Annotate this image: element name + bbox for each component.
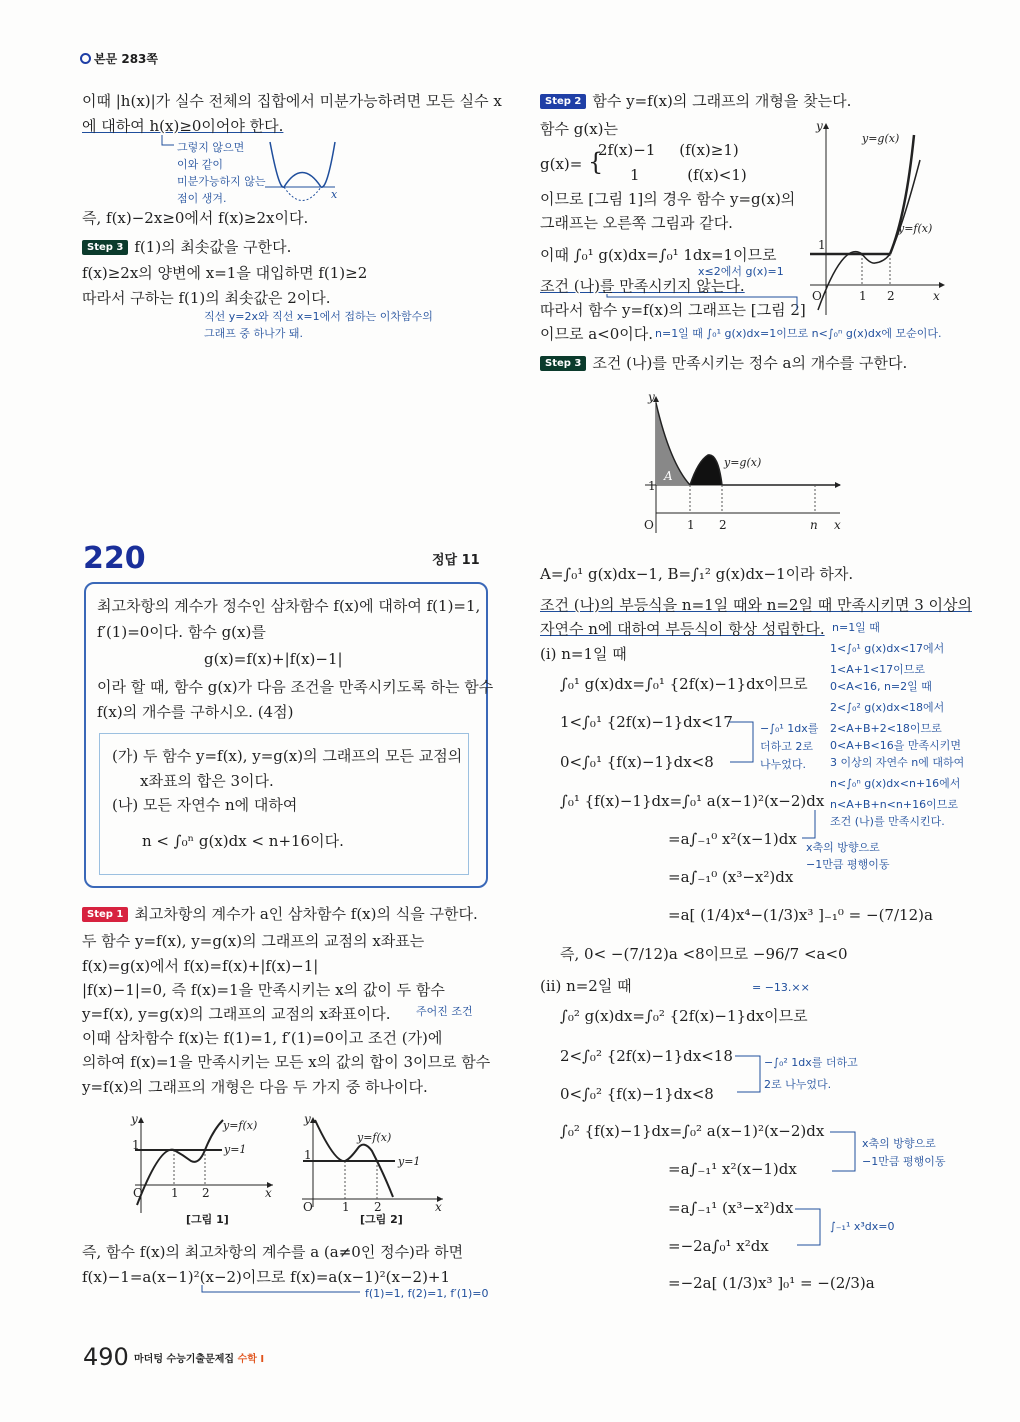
annotation: 주어진 조건 [416, 1005, 473, 1018]
curve-label: y=g(x) [724, 456, 762, 469]
step3-heading [540, 354, 907, 372]
book-title [134, 1351, 264, 1369]
math-line: =a∫₋₁⁰ x²(x−1)dx [668, 830, 797, 848]
step-title: 조건 (나)를 만족시키는 정수 a의 개수를 구한다. [592, 354, 908, 372]
origin-label: O [303, 1200, 313, 1214]
text-line: y=f(x)의 그래프의 개형은 다음 두 가지 중 하나이다. [82, 1078, 428, 1096]
math-line: =a∫₋₁⁰ (x³−x²)dx [668, 868, 794, 886]
text-line: 조건 (나)의 부등식을 n=1일 때와 n=2일 때 만족시키면 3 이상의 [540, 596, 972, 614]
area-graph [640, 390, 850, 538]
page-reference [80, 50, 158, 68]
step-badge: Step 3 [540, 356, 586, 371]
annotation: 나누었다. [760, 758, 807, 771]
annotation-arrow [735, 1054, 765, 1094]
text-line: 1 (f(x)<1) [630, 166, 747, 184]
annotation: 더하고 2로 [760, 740, 813, 753]
problem-line: g(x)=f(x)+|f(x)−1| [204, 650, 343, 668]
text-line: 이므로 [그림 1]의 경우 함수 y=g(x)의 [540, 190, 796, 208]
math-line: 0<∫₀² {f(x)−1}dx<8 [560, 1085, 714, 1103]
figure-caption: [그림 1] [186, 1213, 229, 1226]
curve-label: y=f(x) [898, 222, 933, 235]
condition-line: (나) 모든 자연수 n에 대하여 [112, 796, 298, 814]
step3-heading [82, 238, 291, 256]
tick-label: 2 [887, 289, 895, 303]
text-line: 그래프는 오른쪽 그림과 같다. [540, 214, 733, 232]
text-line: 즉, f(x)−2x≥0에서 f(x)≥2x이다. [82, 209, 309, 227]
text-line: y=f(x), y=g(x)의 그래프의 교점의 x좌표이다. [82, 1005, 391, 1023]
text-line: 함수 g(x)는 [540, 120, 619, 138]
axis-label: y [648, 390, 655, 404]
brace: { [588, 148, 604, 176]
origin-label: O [133, 1186, 143, 1200]
annotation-arrow [728, 720, 758, 765]
step-title: 함수 y=f(x)의 그래프의 개형을 찾는다. [592, 92, 852, 110]
math-line: ∫₀² {f(x)−1}dx=∫₀² a(x−1)²(x−2)dx [560, 1122, 825, 1140]
subject-name: 수학 Ⅰ [237, 1354, 265, 1365]
axis-label: y [131, 1112, 138, 1126]
step2-heading [540, 92, 851, 110]
annotation: 이와 같이 [177, 158, 224, 171]
math-line: ∫₀¹ {f(x)−1}dx=∫₀¹ a(x−1)²(x−2)dx [560, 792, 825, 810]
tick-label: 1 [687, 518, 695, 532]
text-line: 따라서 구하는 f(1)의 최솟값은 2이다. [82, 289, 331, 307]
axis-label: x [834, 518, 841, 532]
annotation-arrow [795, 1207, 825, 1247]
step-title: f(1)의 최솟값을 구한다. [134, 238, 292, 256]
line-label: y=1 [398, 1155, 421, 1168]
region-label: A [664, 469, 673, 483]
text-line: 따라서 함수 y=f(x)의 그래프는 [그림 2] [540, 301, 806, 319]
step-badge: Step 1 [82, 907, 128, 922]
page-number: 490 [83, 1343, 129, 1371]
text-line: f(x)−1=a(x−1)²(x−2)이므로 f(x)=a(x−1)²(x−2)+1 [82, 1268, 451, 1286]
axis-label: y [304, 1112, 311, 1126]
reference-text: 본문 283쪽 [94, 52, 159, 66]
math-line: 0<∫₀¹ {f(x)−1}dx<8 [560, 753, 714, 771]
problem-line: 이라 할 때, 함수 g(x)가 다음 조건을 만족시키도록 하는 함수 [97, 678, 494, 696]
annotation: n<A+B+n<n+16이므로 [830, 798, 958, 811]
tick-label: 1 [342, 1200, 350, 1214]
annotation: 0<A+B<16을 만족시키면 [830, 739, 961, 752]
annotation: 조건 (나)를 만족시킨다. [830, 815, 945, 828]
tick-label: 2 [719, 518, 727, 532]
annotation: −1만큼 평행이동 [806, 858, 890, 871]
math-line: 1<∫₀¹ {2f(x)−1}dx<17 [560, 713, 733, 731]
text-line: 이때 |h(x)|가 실수 전체의 집합에서 미분가능하려면 모든 실수 x [82, 92, 502, 110]
text-line: f(x)=g(x)에서 f(x)=f(x)+|f(x)−1| [82, 957, 319, 975]
line-label: y=1 [224, 1143, 247, 1156]
annotation: 그래프 중 하나가 돼. [204, 327, 303, 340]
math-line: ∫₀² g(x)dx=∫₀² {2f(x)−1}dx이므로 [560, 1007, 808, 1025]
tick-label: 1 [648, 479, 656, 493]
step-badge: Step 3 [82, 240, 128, 255]
annotation: f(1)=1, f(2)=1, f′(1)=0 [365, 1287, 489, 1300]
text-line: 이때 삼차함수 f(x)는 f(1)=1, f′(1)=0이고 조건 (가)에 [82, 1029, 443, 1047]
annotation: 2<A+B+2<18이므로 [830, 722, 942, 735]
annotation-arrow [800, 810, 820, 840]
math-line: 2<∫₀² {2f(x)−1}dx<18 [560, 1047, 733, 1065]
origin-label: O [644, 518, 654, 532]
axis-label: x [933, 289, 940, 303]
math-line: =a[ (1/4)x⁴−(1/3)x³ ]₋₁⁰ = −(7/12)a [668, 906, 933, 924]
annotation-arrow [605, 294, 805, 314]
text-line: 이때 ∫₀¹ g(x)dx=∫₀¹ 1dx=1이므로 [540, 246, 777, 264]
annotation: x축의 방향으로 [806, 841, 880, 854]
annotation: 점이 생겨. [177, 192, 227, 205]
annotation: −∫₀² 1dx를 더하고 [764, 1056, 858, 1069]
answer-label: 정답 11 [432, 553, 480, 568]
problem-line: 최고차항의 계수가 정수인 삼차함수 f(x)에 대하여 f(1)=1, [97, 597, 481, 615]
tick-label: 1 [132, 1138, 140, 1152]
annotation: 1<A+1<17이므로 [830, 663, 926, 676]
g-graph [808, 120, 948, 320]
annotation: 3 이상의 자연수 n에 대하여 [830, 756, 965, 769]
annotation-arrow [200, 1285, 365, 1297]
abs-graph-illustration [265, 140, 345, 210]
problem-number: 220 [83, 541, 146, 576]
text-line: A=∫₀¹ g(x)dx−1, B=∫₁² g(x)dx−1이라 하자. [540, 565, 854, 583]
figure-caption: [그림 2] [360, 1213, 403, 1226]
figure-1-graph [125, 1112, 285, 1215]
text-line: 2f(x)−1 (f(x)≥1) [598, 141, 739, 159]
annotation: 0<A<16, n=2일 때 [830, 680, 932, 693]
math-line: =−2a∫₀¹ x²dx [668, 1237, 769, 1255]
curve-label: y=f(x) [223, 1119, 258, 1132]
text-line: 의하여 f(x)=1을 만족시키는 모든 x의 값의 합이 3이므로 함수 [82, 1053, 491, 1071]
math-line: ∫₀¹ g(x)dx=∫₀¹ {2f(x)−1}dx이므로 [560, 675, 808, 693]
text-line: 자연수 n에 대하여 부등식이 항상 성립한다. [540, 620, 825, 638]
text-line: (ⅱ) n=2일 때 [540, 977, 632, 995]
text-line: |f(x)−1|=0, 즉 f(x)=1을 만족시키는 x의 값이 두 함수 [82, 981, 445, 999]
tick-label: 2 [374, 1200, 382, 1214]
axis-label: y [816, 119, 823, 133]
annotation: 그렇지 않으면 [177, 141, 245, 154]
annotation: = −13.×× [752, 981, 810, 994]
annotation: ∫₋₁¹ x³dx=0 [830, 1220, 895, 1233]
tick-label: n [810, 518, 818, 532]
annotation: x축의 방향으로 [862, 1137, 936, 1150]
annotation: n=1일 때 ∫₀¹ g(x)dx=1이므로 n<∫₀ⁿ g(x)dx에 모순이다. [655, 327, 942, 340]
tick-label: 1 [304, 1148, 312, 1162]
math-line: =a∫₋₁¹ x²(x−1)dx [668, 1160, 797, 1178]
math-line: 즉, 0< −(7/12)a <8이므로 −96/7 <a<0 [560, 945, 848, 963]
annotation: n=1일 때 [832, 621, 880, 634]
text-line: g(x)= [540, 155, 583, 173]
curve-label: y=f(x) [357, 1131, 392, 1144]
step1-heading [82, 905, 478, 923]
annotation: 직선 y=2x와 직선 x=1에서 접하는 이차함수의 [204, 310, 433, 323]
text-line: 즉, 함수 f(x)의 최고차항의 계수를 a (a≠0인 정수)라 하면 [82, 1243, 464, 1261]
text-line: 에 대하여 h(x)≥0이어야 한다. [82, 117, 284, 135]
text-line: 두 함수 y=f(x), y=g(x)의 그래프의 교점의 x좌표는 [82, 932, 425, 950]
annotation: 2<∫₀² g(x)dx<18에서 [830, 701, 945, 714]
tick-label: 2 [202, 1186, 210, 1200]
problem-line: f(x)의 개수를 구하시오. (4점) [97, 703, 294, 721]
tick-label: 1 [818, 238, 826, 252]
step-title: 최고차항의 계수가 a인 삼차함수 f(x)의 식을 구한다. [134, 905, 478, 923]
axis-label: x [331, 188, 338, 201]
text-line: f(x)≥2x의 양변에 x=1을 대입하면 f(1)≥2 [82, 264, 368, 282]
math-line: =a∫₋₁¹ (x³−x²)dx [668, 1199, 794, 1217]
origin-label: O [812, 289, 822, 303]
book-name: 마더텅 수능기출문제집 [134, 1354, 235, 1365]
annotation: 2로 나누었다. [764, 1078, 832, 1091]
annotation: n<∫₀ⁿ g(x)dx<n+16에서 [830, 777, 961, 790]
axis-label: x [435, 1200, 442, 1214]
text-line: (ⅰ) n=1일 때 [540, 645, 627, 663]
math-line: =−2a[ (1/3)x³ ]₀¹ = −(2/3)a [668, 1274, 875, 1292]
step-badge: Step 2 [540, 94, 586, 109]
tick-label: 1 [859, 289, 867, 303]
problem-line: f′(1)=0이다. 함수 g(x)를 [97, 623, 266, 641]
axis-label: x [265, 1186, 272, 1200]
annotation: −∫₀¹ 1dx를 [760, 722, 819, 735]
condition-line: x좌표의 합은 3이다. [140, 772, 274, 790]
curve-label: y=g(x) [862, 132, 900, 145]
annotation: x≤2에서 g(x)=1 [698, 265, 784, 278]
annotation: 1<∫₀¹ g(x)dx<17에서 [830, 642, 945, 655]
condition-line: (가) 두 함수 y=f(x), y=g(x)의 그래프의 모든 교점의 [112, 747, 463, 765]
condition-line: n < ∫₀ⁿ g(x)dx < n+16이다. [142, 832, 344, 850]
tick-label: 1 [171, 1186, 179, 1200]
figure-2-graph [300, 1112, 460, 1215]
text-line: 조건 (나)를 만족시키지 않는다. [540, 277, 745, 295]
annotation: 미분가능하지 않는 [177, 175, 266, 188]
annotation: −1만큼 평행이동 [862, 1155, 946, 1168]
annotation-arrow [830, 1130, 860, 1175]
text-line: 이므로 a<0이다. [540, 325, 654, 343]
circle-icon [80, 53, 91, 64]
